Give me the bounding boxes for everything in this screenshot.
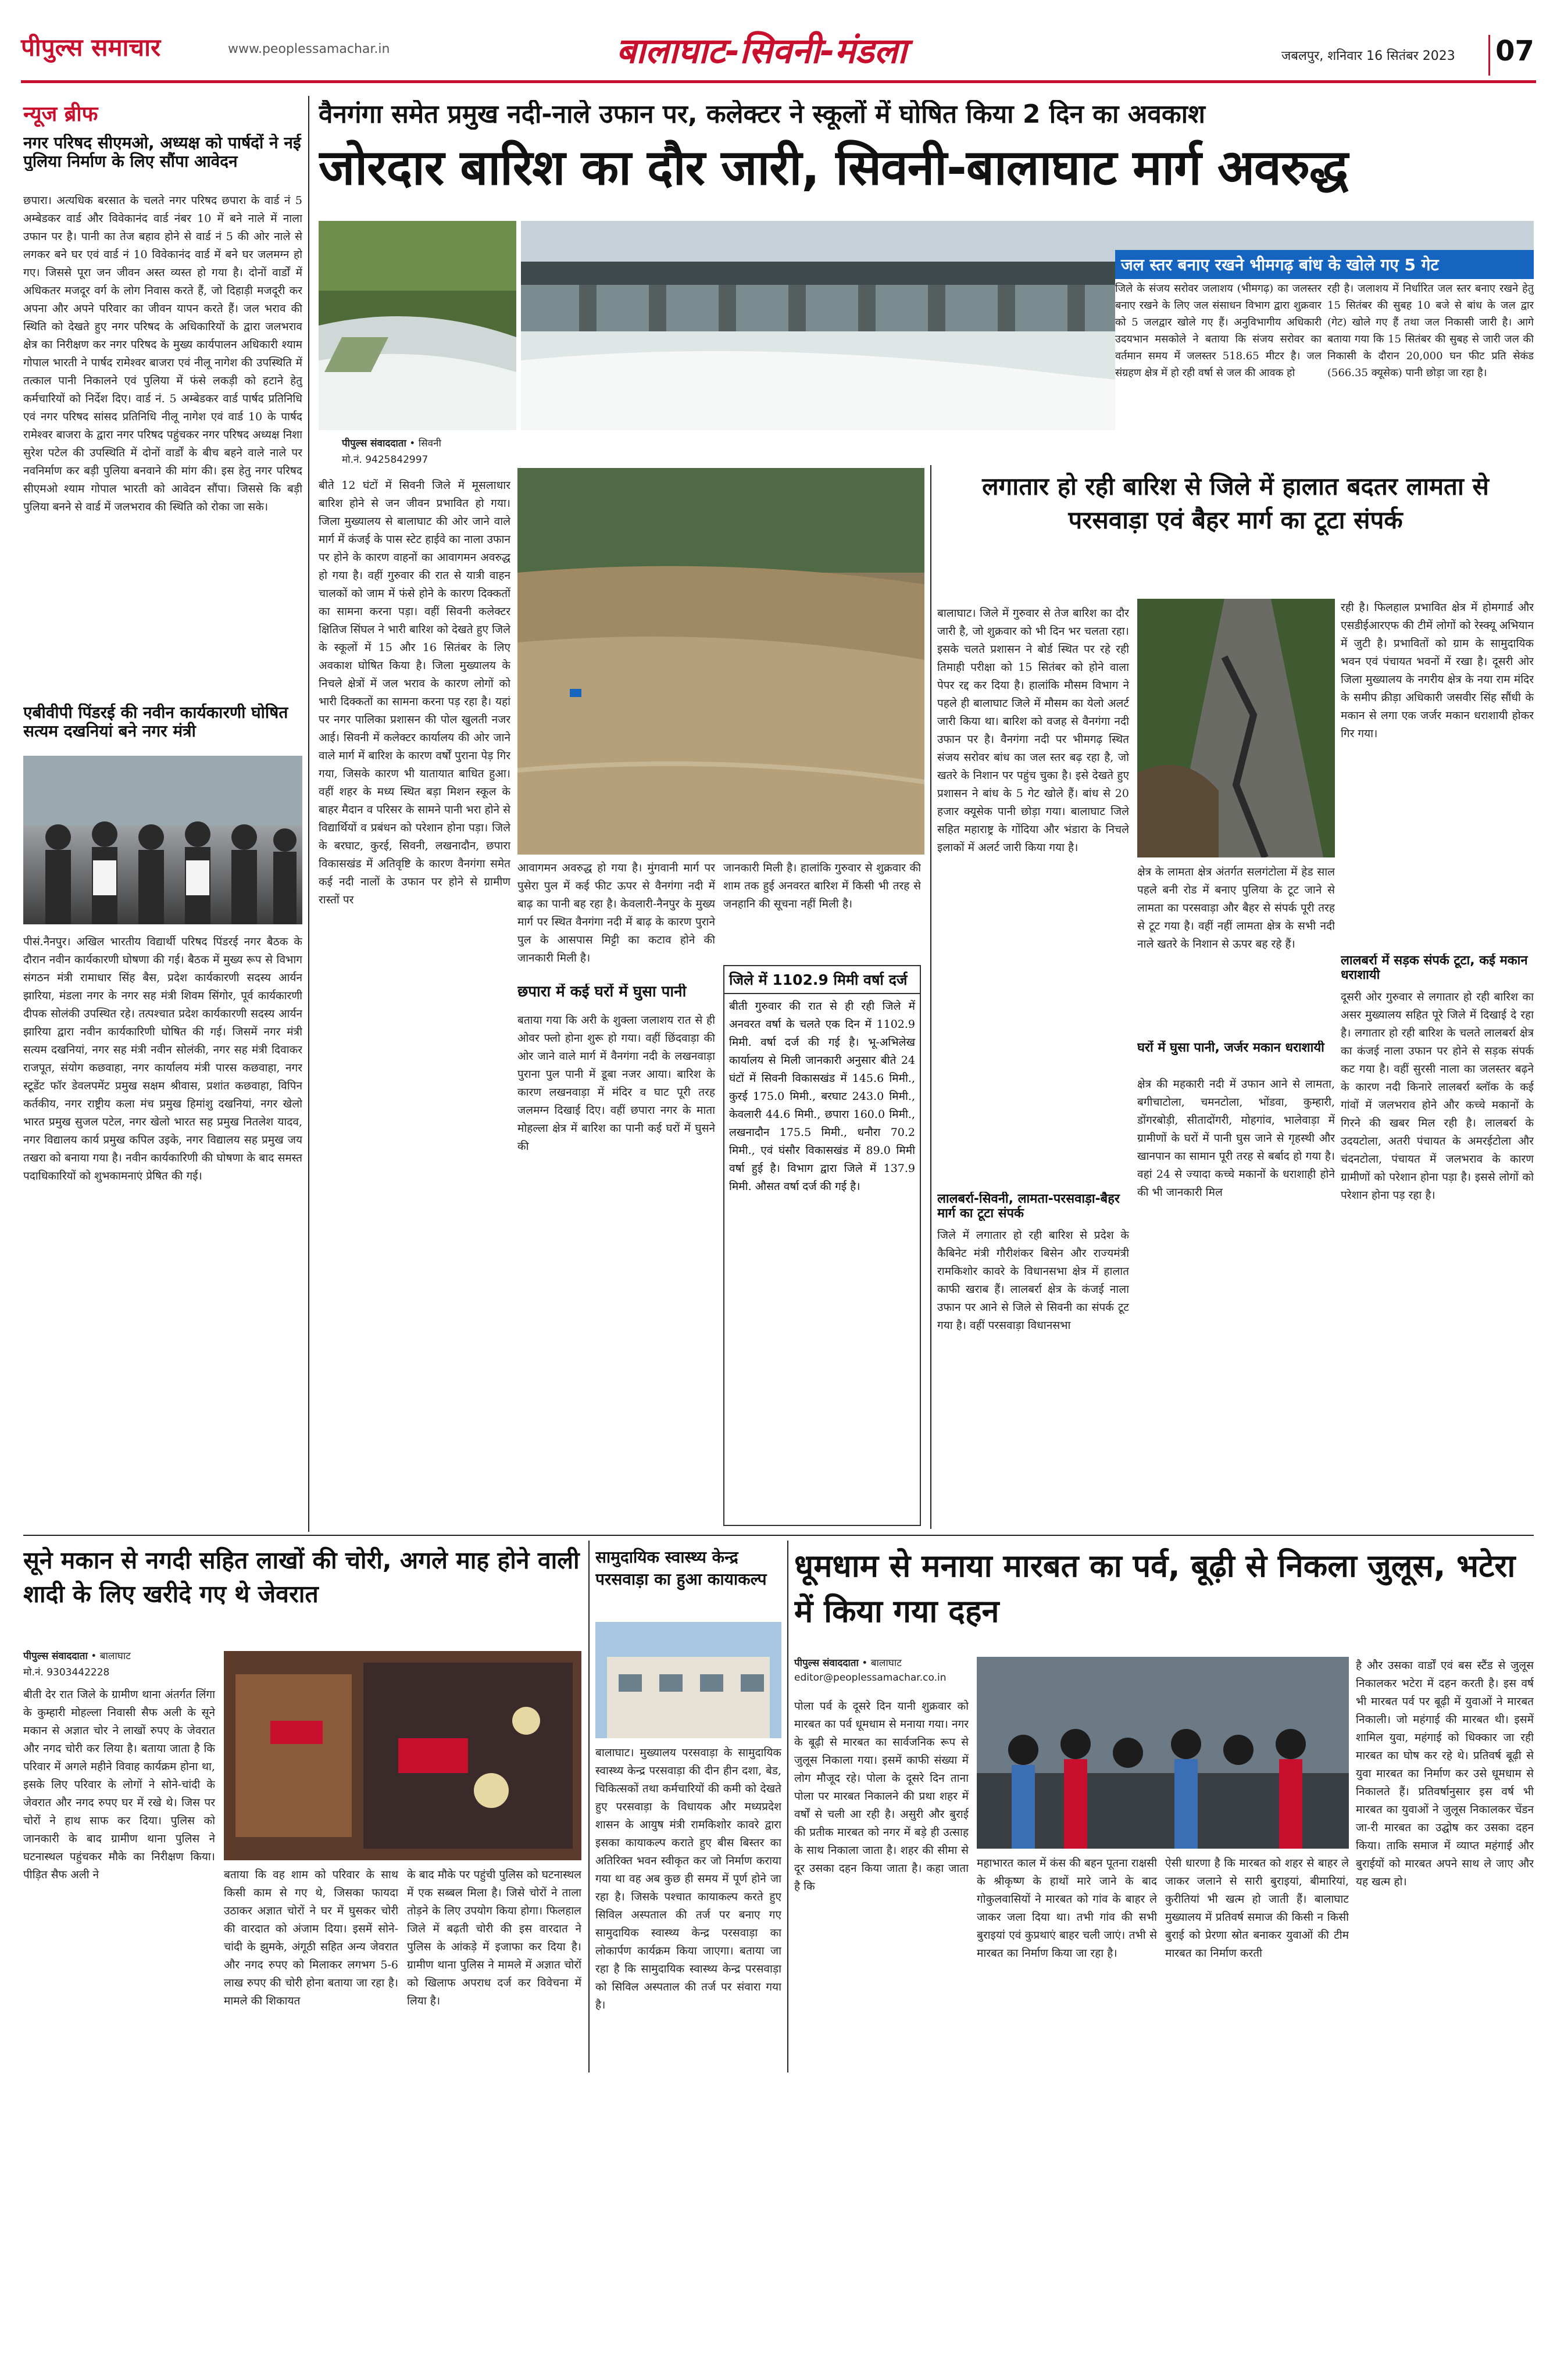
brief-headline-2: एबीवीपी पिंडरई की नवीन कार्यकारणी घोषित सत्यम दखनियां बने नगर मंत्री: [23, 703, 288, 741]
lead-col-3: जानकारी मिली है। हालांकि गुरुवार से शुक्रवार की शाम तक हुई अनवरत बारिश में किसी भी तरह से जनहानि की सूचना नहीं मिली है।: [723, 862, 921, 910]
dam-box-col2: रही है। जलाशय में निर्धारित जल स्तर बनाए रखने हेतु 15 सितंबर की सुबह 10 बजे से बांध के जल द्वार (गेट) खोले गए हैं तथा जल निकासी जारी है। आगे बताया गया कि 15 सितंबर की सुबह से जारी जल की निकासी के दौरान 20,000 घन फीट प्रति सेकंड (566.35 क्यूसेक) पानी छोड़ा जा रहा है।: [1327, 283, 1534, 379]
balaghat-col-2b: क्षेत्र की महकारी नदी में उफान आने से लामता, बगीचाटोला, चमनटोला, भोंडवा, कुम्हारी, डोंगरबोड़ी, सीतादोंगरी, मोहगांव, भालेवाड़ा में ग्रामीणों के घरों में पानी घुस जाने से गृहस्थी और खानपान का सामान पूरी तरह से बर्बाद हो गया है। वहां 24 से ज्यादा कच्चे मकानों के धराशाही होने की भी जानकारी मिल: [1137, 1078, 1335, 1199]
marbat-procession-photo-svg: [977, 1657, 1349, 1849]
balaghat-subhead-2: घरों में घुसा पानी, जर्जर मकान धराशायी: [1137, 1041, 1324, 1055]
balaghat-col-3b: दूसरी ओर गुरुवार से लगातार हो रही बारिश का असर मुख्यालय सहित पूरे जिले में दिखाई दे रहा है। लगातार हो रही बारिश के चलते लालबर्रा क्षेत्र का कंजई नाला उफान पर होने से सड़क संपर्क कट गया है। वहीं सुरसी नाला का जलस्तर बढ़ने के कारण नदी किनारे लालबर्रा ब्लॉक के कई गांवों में जलभराव होने और कच्चे मकानों के गिरने की खबर मिल रही है। लालबर्रा के उदयटोला, अतरी पंचायत के अमरईटोला और चंदनटोला, पंचायत में जलभराव के कारण ग्रामीणों को परेशान होना पड़ा है। इससे लोगों को परेशान होना पड़ रहा है।: [1341, 991, 1534, 1202]
rain-box-body: बीती गुरुवार की रात से ही रही जिले में अनवरत वर्षा के चलते एक दिन में 1102.9 मिमी. वर्षा दर्ज की गई है। भू-अभिलेख कार्यालय से मिली जानकारी अनुसार बीते 24 घंटों में सिवनी विकासखंड में 145.6 मिमी., कुरई 175.0 मिमी., बरघाट 243.0 मिमी., केवलारी 44.6 मिमी., छपारा 160.0 मिमी., लखनादौन 175.5 मिमी., धनौरा 70.2 मिमी., एवं घंसौर विकासखंड में 89.0 मिमी वर्षा हुई है। विभाग द्वारा जिले में 137.9 मिमी. औसत वर्षा दर्ज की गई है।: [729, 1000, 915, 1193]
brief-headline-1: नगर परिषद सीएमओ, अध्यक्ष को पार्षदों ने नई पुलिया निर्माण के लिए सौंपा आवेदन: [23, 134, 301, 171]
marbat-headline: धूमधाम से मनाया मारबत का पर्व, बूढ़ी से निकला जुलूस, भटेरा में किया गया दहन: [794, 1548, 1516, 1629]
lead-col-1: बीते 12 घंटों में सिवनी जिले में मूसलाधार बारिश होने से जन जीवन प्रभावित हो गया। जिला मुख्यालय से बालाघाट की ओर जाने वाले मार्ग में कंजई के पास स्टेट हाईवे का नाला उफान पर होने के कारण वाहनों का आवागमन अवरुद्ध हो गया है। वहीं गुरुवार की रात से यात्री वाहन चालकों को जाम में फंसे होने के कारण दिक्कतों का सामना करना पड़ा। वहीं सिवनी कलेक्टर क्षितिज सिंघल ने भारी बारिश को देखते हुए जिले के स्कूलों में 15 और 16 सितंबर के लिए अवकाश घोषित किया है। जिला मुख्यालय के निचले क्षेत्रों में जल भराव के कारण लोगों को भारी दिक्कतों का सामना करना पड़ रहा है। यहां पर नगर पालिका प्रशासन की पोल खुलती नजर आई। सिवनी में कलेक्टर कार्यालय की ओर जाने वाले मार्ग में बारिश के कारण वर्षों पुराना पेड़ गिर गया, जिसके कारण भी यातायात बाधित हुआ। वहीं शहर के मध्य स्थित बड़ा मिशन स्कूल के बाहर मैदान व परिसर के सामने पानी भरा होने से विद्यार्थियों व प्रबंधन को परेशान होना पड़ा। जिले के बरघाट, कुरई, सिवनी, लखनादौन, छपारा विकासखंड में अतिवृष्टि के कारण वैनगंगा समेत कई नदी नालों के उफान पर होने से ग्रामीण रास्तों पर: [319, 479, 510, 906]
balaghat-subhead-3: लालबर्रा में सड़क संपर्क टूटा, कई मकान धराशायी: [1341, 953, 1528, 983]
theft-col-1: बीती देर रात जिले के ग्रामीण थाना अंतर्गत लिंगा के कुम्हारी मोहल्ला निवासी सैफ अली के सूने मकान से अज्ञात चोर ने लाखों रुपए के जेवरात और नगद चोरी कर लिया है। बताया जाता है कि परिवार में अगले महीने विवाह कार्यक्रम होना था, इसके लिए परिवार के लोगों ने सोने-चांदी के जेवरात और नगद रुपए घर में रखे थे। जिस पर चोरों ने हाथ साफ कर दिया। पुलिस को जानकारी के बाद ग्रामीण थाना पुलिस ने घटनास्थल पहुंचकर मौके का निरीक्षण किया। पीड़ित सैफ अली ने: [23, 1688, 215, 1881]
lead-right-divider: [930, 465, 931, 1529]
balaghat-col-1: बालाघाट। जिले में गुरुवार से तेज बारिश का दौर जारी है, जो शुक्रवार को भी दिन भर चलता रहा। इसके चलते प्रशासन ने बोर्ड स्थित पर रहे रही तिमाही परीक्षा को 15 सितंबर को होने वाला पेपर रद्द कर दिया है। हालांकि मौसम विभाग ने पहले ही बालाघाट जिले में मौसम का येलो अलर्ट जारी किया था। बारिश को वजह से वैनगंगा नदी उफान पर है। वैनगंगा नदी पर भीमगढ़ स्थित संजय सरोवर बांध का जल स्तर बढ़ रहा है, जो खतरे के निशान पर पहुंच चुका है। इसे देखते हुए प्रशासन ने बांध के 5 गेट खोले हैं। बांध से 20 हजार क्यूसेक पानी छोड़ा गया। बालाघाट जिले सहित महाराष्ट्र के गोंदिया और भंडारा के निचले इलाकों में अलर्ट जारी किया गया है।: [937, 607, 1129, 854]
marbat-col-1: पोला पर्व के दूसरे दिन यानी शुक्रवार को मारबत का पर्व धूमधाम से मनाया गया। नगर के बूढ़ी से मारबत का सार्वजनिक रूप से जुलूस निकाला गया। इसमें काफी संख्या में लोग मौजूद रहे। पोला के दूसरे दिन ताना पोला पर मारबत निकालने की प्रथा शहर में वर्षों से चली आ रही है। असुरी और बुराई की प्रतीक मारबत को नगर में बड़े ही उत्साह के साथ निकाला जाता है। शहर की सीमा से दूर उसका दहन किया जाता है। कहा जाता है कि: [794, 1700, 969, 1893]
masthead: [0, 0, 1557, 87]
health-headline: सामुदायिक स्वास्थ्य केन्द्र परसवाड़ा का हुआ कायाकल्प: [595, 1548, 767, 1589]
masthead-rule: [21, 80, 1536, 83]
lead-headline: जोरदार बारिश का दौर जारी, सिवनी-बालाघाट मार्ग अवरुद्ध: [319, 140, 1348, 196]
dam-box-col1: जिले के संजय सरोवर जलाशय (भीमगढ़) का जलस्तर बनाए रखने के लिए जल संसाधन विभाग द्वारा शुक्रवार को 5 जलद्वार खोले गए हैं। अनुविभागीय अधिकारी उदयभान मसकोले ने बताया कि संजय सरोवर का वर्तमान समय में जलस्तर 518.65 मीटर है। जल संग्रहण क्षेत्र में हो रही वर्षा से जल की आवक हो: [1115, 283, 1322, 379]
rain-box: [723, 965, 921, 1526]
broken-road-photo: [1137, 599, 1335, 857]
lead-byline: पीपुल्स संवाददाता • सिवनी: [342, 438, 441, 449]
website-link[interactable]: www.peoplessamachar.in: [228, 42, 390, 56]
lead-byline-mobile: मो.नं. 9425842997: [342, 454, 428, 466]
marbat-col-3: ऐसी धारणा है कि मारबत को शहर से बाहर ले जाकर जलाने से सारी बुराइयां, बीमारियां, कुरीतियां भी खत्म हो जाती हैं। बालाघाट मुख्यालय में प्रतिवर्ष समाज की किसी न किसी बुराई को प्रेरणा स्रोत बनाकर युवाओं की टीम मारबत का निर्माण करती: [1165, 1857, 1349, 1960]
marbat-byline: पीपुल्स संवाददाता • बालाघाट: [794, 1657, 902, 1669]
marbat-email[interactable]: editor@peoplessamachar.co.in: [794, 1672, 947, 1684]
theft-divider: [588, 1541, 590, 2072]
balaghat-col-3: रही है। फिलहाल प्रभावित क्षेत्र में होमगार्ड और एसडीईआरएफ की टीमें लोगों को रेस्क्यू अभियान में जुटी है। प्रभावितों को ग्राम के सामुदायिक भवन एवं पंचायत भवनों में रखा है। दूसरी ओर जिला मुख्यालय के नगरीय क्षेत्र के नया राम मंदिर के समीप क्रीड़ा अधिकारी जसवीर सिंह सौंधी के मकान से लगा एक जर्जर मकान धराशायी होकर गिर गया।: [1341, 601, 1534, 740]
waterfall-photo-svg: [319, 221, 516, 430]
marbat-byline-name: पीपुल्स संवाददाता: [794, 1657, 859, 1669]
health-center-photo: [595, 1622, 781, 1738]
theft-byline: पीपुल्स संवाददाता • बालाघाट: [23, 1650, 131, 1662]
issue-date: जबलपुर, शनिवार 16 सितंबर 2023: [1281, 49, 1455, 63]
lead-col-2: आवागमन अवरुद्ध हो गया है। मुंगवानी मार्ग पर पुसेरा पुल में कई फीट ऊपर से वैनगंगा नदी में बाढ़ का पानी बह रहा है। केवलारी-नैनपुर के मुख्य मार्ग पर स्थित वैनगंगा नदी में बाढ़ के कारण पुराने पुल के आसपास मिट्टी का कटाव होने की जानकारी मिली है।: [517, 862, 715, 964]
section-title: बालाघाट-सिवनी-मंडला: [616, 31, 907, 72]
rain-box-title: जिले में 1102.9 मिमी वर्षा दर्ज: [724, 966, 920, 994]
section-divider-1: [23, 1535, 1534, 1536]
marbat-col-4: है और उसका वार्डों एवं बस स्टैंड से जुलूस निकालकर भटेरा में दहन करती है। इस वर्ष भी मारबत पर्व पर बूढ़ी में युवाओं ने मारबत निकाली। जो महंगाई की मारबत थी। इसमें शामिल युवा, महंगाई को धिक्कार जा रही मारबत का घोष कर रहे थे। प्रतिवर्ष बूढ़ी से युवा मारबत का निर्माण कर उसे धूमधाम से निकालते हैं। प्रतिवर्षानुसार इस वर्ष भी मारबत का युवाओं ने जुलूस निकालकर चेंडन जा-री मारबत का उद्घोष कर उसका दहन किया। ताकि समाज में व्याप्त महंगाई और बुराईयों को मारबत अपने साथ ले जाए और यह खत्म हो।: [1356, 1659, 1534, 1888]
balaghat-col-1b: जिले में लगातार हो रही बारिश से प्रदेश के कैबिनेट मंत्री गौरीशंकर बिसेन और राज्यमंत्री रामकिशोर कावरे के विधानसभा क्षेत्र में हालात काफी खराब हैं। लालबर्रा क्षेत्र के कंजई नाला उफान पर आने से जिले से सिवनी का संपर्क टूट गया है। वहीं परसवाड़ा विधानसभा: [937, 1229, 1129, 1332]
broken-road-photo-svg: [1137, 599, 1335, 857]
theft-scene-photo-svg: [224, 1651, 581, 1860]
theft-scene-photo: [224, 1651, 581, 1860]
brief-body-1: छपारा। अत्यधिक बरसात के चलते नगर परिषद छपारा के वार्ड नं 5 अम्बेडकर वार्ड और विवेकानंद वार्ड नंबर 10 में बने नाले में नाला उफान पर है। पानी का तेज बहाव होने से वार्ड नं 5 की ओर नाले से लगकर बने घर एवं वार्ड नं 10 विवेकानंद वार्ड में बने घर जलमग्न हो गए। जिससे पूरा जन जीवन अस्त व्यस्त हो गया है। दोनों वार्डों में अधिकतर मजदूर वर्ग के लोग निवास करते हैं, जो दिहाड़ी मजदूरी कर अपना और अपने परिवार का जीवन यापन करते हैं। जल भराव की स्थिति को देखते हुए नगर परिषद के अधिकारियों के द्वारा जलभराव क्षेत्र का निरीक्षण कर नगर परिषद के मुख्य कार्यपालन अधिकारी श्याम गोपाल भारती ने पार्षद रामेश्वर बाजरा एवं नीलू नागेश की उपस्थिति में तत्काल पानी निकालने एवं पुलिया में फंसे लकड़ी को हटाने हेतु कर्मचारियों को निर्देश दिए। वार्ड नं. 5 अम्बेडकर वार्ड पार्षद प्रतिनिधि एवं नगर परिषद सांसद प्रतिनिधि नीलू नागेश एवं वार्ड 10 के पार्षद रामेश्वर बाजरा के द्वारा नगर परिषद पहुंचकर नगर परिषद अध्यक्ष निशा सुरेश पटेल की उपस्थिति में दोनों वार्डों के बीच बहने वाले नाले पर नवनिर्माण कर बड़ी पुलिया बनवाने की मांग की। इस हेतु नगर परिषद सीएमओ श्याम गोपाल भारती को आवेदन सौंपा। जिससे कि बड़ी पुलिया बनने से वार्ड में जलभराव की स्थिति को रोका जा सके।: [23, 194, 302, 513]
flood-photo-svg: [517, 468, 924, 855]
balaghat-subhead-1: लालबर्रा-सिवनी, लामता-परसवाड़ा-बैहर मार्ग का टूटा संपर्क: [937, 1192, 1120, 1221]
waterfall-photo: [319, 221, 516, 430]
theft-headline: सूने मकान से नगदी सहित लाखों की चोरी, अगले माह होने वाली शादी के लिए खरीदे गए थे जेवरात: [23, 1546, 580, 1608]
brand-name: पीपुल्स समाचार: [21, 33, 161, 62]
flood-photo: [517, 468, 924, 855]
balaghat-col-2: क्षेत्र के लामता क्षेत्र अंतर्गत सलगंटोला में हेड साल पहले बनी रोड में बनाए पुलिया के टूट जाने से लामता का परसवाड़ा और बैहर से संपर्क पूरी तरह से टूट गया है। वहीं नहीं लामता क्षेत्र के सभी नदी नाले खतरे के निशान से ऊपर बह रहे हैं।: [1137, 866, 1335, 950]
dam-gates-box-title: जल स्तर बनाए रखने भीमगढ़ बांध के खोले गए 5 गेट: [1115, 250, 1534, 279]
marbat-byline-place: बालाघाट: [870, 1657, 902, 1669]
brief-body-2: पीसं.नैनपुर। अखिल भारतीय विद्यार्थी परिषद पिंडरई नगर बैठक के दौरान नवीन कार्यकारणी घोषणा की गई। बैठक में मुख्य रूप से विभाग संगठन मंत्री रामाधार सिंह बैस, प्रदेश कार्यकारणी सदस्य आर्यन झारिया, मंडला नगर के नगर सह मंत्री शिवम सिंगोर, पूर्व कार्यकारणी दीपक सोलंकी उपस्थित रहे। तत्पश्चात प्रदेश कार्यकारणी सदस्य आर्यन झारिया द्वारा नवीन कार्यकारिणी घोषित की गई। जिसमें नगर मंत्री सत्यम दखनियां, नगर सह मंत्री नवीन सोलंकी, नगर सह मंत्री दिवाकर राजपूत, संयोग कछवाहा, नगर कार्यालय मंत्री पारस कछवाहा, नगर स्टूडेंट फॉर डेवलपमेंट प्रमुख सक्षम श्रीवास, प्रशांत कछवाहा, विपिन कर्तकीय, नगर राष्ट्रीय कला मंच प्रमुख हिमांशु दखनियां, नगर खेलो भारत प्रमुख सुजल पटेल, नगर खेलो भारत सह प्रमुख नितलेश यादव, नगर विद्यालय कार्य प्रमुख कपिल उइके, नगर विद्यालय सह प्रमुख जय तखरा को बनाया गया है। नवीन कार्यकारिणी की घोषणा के बाद समस्त पदाधिकारियों को शुभकामनाएं प्रेषित की गई।: [23, 935, 302, 1182]
lead-kicker: वैनगंगा समेत प्रमुख नदी-नाले उफान पर, कलेक्टर ने स्कूलों में घोषित किया 2 दिन का अवकाश: [319, 100, 1205, 129]
theft-col-3: के बाद मौके पर पहुंची पुलिस को घटनास्थल में एक सब्बल मिला है। जिसे चोरों ने ताला तोड़ने के लिए उपयोग किया होगा। फिलहाल जिले में बढ़ती चोरी की इस वारदात ने पुलिस के आंकड़े में इजाफा कर दिया है। ग्रामीण थाना पुलिस ने मामले में अज्ञात चोरों को खिलाफ अपराध दर्ज कर विवेचना में लिया है।: [407, 1868, 581, 2007]
health-body: बालाघाट। मुख्यालय परसवाड़ा के सामुदायिक स्वास्थ्य केन्द्र परसवाड़ा की दीन हीन दशा, बेड, चिकित्सकों तथा कर्मचारियों की कमी को देखते हुए परसवाड़ा के विधायक और मध्यप्रदेश शासन के आयुष मंत्री रामकिशोर कावरे द्वारा इसका कायाकल्प कराते हुए बीस बिस्तर का अतिरिक्त भवन स्वीकृत कर जो निर्माण कराया गया था वह अब कुछ ही समय में पूर्ण होने जा रहा है। जिसके पश्चात कायाकल्प करते हुए सिविल अस्पताल की तर्ज पर बनाए गए सामुदायिक स्वास्थ्य केन्द्र परसवाड़ा का लोकार्पण कार्यक्रम किया जाएगा। बताया जा रहा है कि सामुदायिक स्वास्थ्य केन्द्र परसवाड़ा को सिविल अस्पताल की तर्ज पर संवारा गया है।: [595, 1746, 781, 2011]
lead-col-2b: बताया गया कि अरी के शुक्ला जलाशय रात से ही ओवर फ्लो होना शुरू हो गया। वहीं छिंदवाड़ा की ओर जाने वाले मार्ग में वैनगंगा नदी के लखनवाड़ा पुराना पुल पानी में डूबा नजर आया। बारिश के कारण लखनवाड़ा में मंदिर व घाट पूरी तरह जलमग्न दिखाई दिए। वहीं छपारा नगर के माता मोहल्ला क्षेत्र में बारिश का पानी कई घरों में घुसने की: [517, 1014, 715, 1153]
lead-byline-name: पीपुल्स संवाददाता: [342, 438, 406, 449]
page-number: 07: [1488, 35, 1535, 76]
abvp-group-photo: [23, 756, 302, 924]
marbat-col-2: महाभारत काल में कंस की बहन पूतना राक्षसी के श्रीकृष्ण के हाथों मारे जाने के बाद गोकुलवासियों ने मारबत को गांव के बाहर ले जाकर जला दिया था। तभी गांव की सभी बुराइयां एवं कुप्रथाएं बाहर चली जाएं। तभी से मारबत का निर्माण किया जा रहा है।: [977, 1857, 1157, 1960]
brand-logo: [21, 30, 213, 64]
brief-divider: [308, 96, 309, 1532]
health-divider: [787, 1541, 788, 2072]
lead-subhead: छपारा में कई घरों में घुसा पानी: [517, 984, 687, 1000]
health-center-photo-svg: [595, 1622, 781, 1738]
lead-byline-place: सिवनी: [418, 438, 441, 449]
balaghat-headline: लगातार हो रही बारिश से जिले में हालात बदतर लामता से परसवाड़ा एवं बैहर मार्ग का टूटा संपर्क: [982, 472, 1489, 534]
theft-byline-name: पीपुल्स संवाददाता: [23, 1650, 88, 1662]
abvp-group-photo-svg: [23, 756, 302, 924]
marbat-procession-photo: [977, 1657, 1349, 1849]
news-brief-label: न्यूज ब्रीफ: [23, 102, 98, 126]
theft-byline-mobile: मो.नं. 9303442228: [23, 1667, 110, 1678]
theft-col-2: बताया कि वह शाम को परिवार के साथ किसी काम से गए थे, जिसका फायदा उठाकर अज्ञात चोरों ने घर में घुसकर चोरी की वारदात को अंजाम दिया। इसमें सोने-चांदी के झुमके, अंगूठी सहित अन्य जेवरात और नगद रुपए को मिलाकर लगभग 5-6 लाख रुपए की चोरी होना बताया जा रहा है। मामले की शिकायत: [224, 1868, 398, 2007]
theft-byline-place: बालाघाट: [99, 1650, 131, 1662]
